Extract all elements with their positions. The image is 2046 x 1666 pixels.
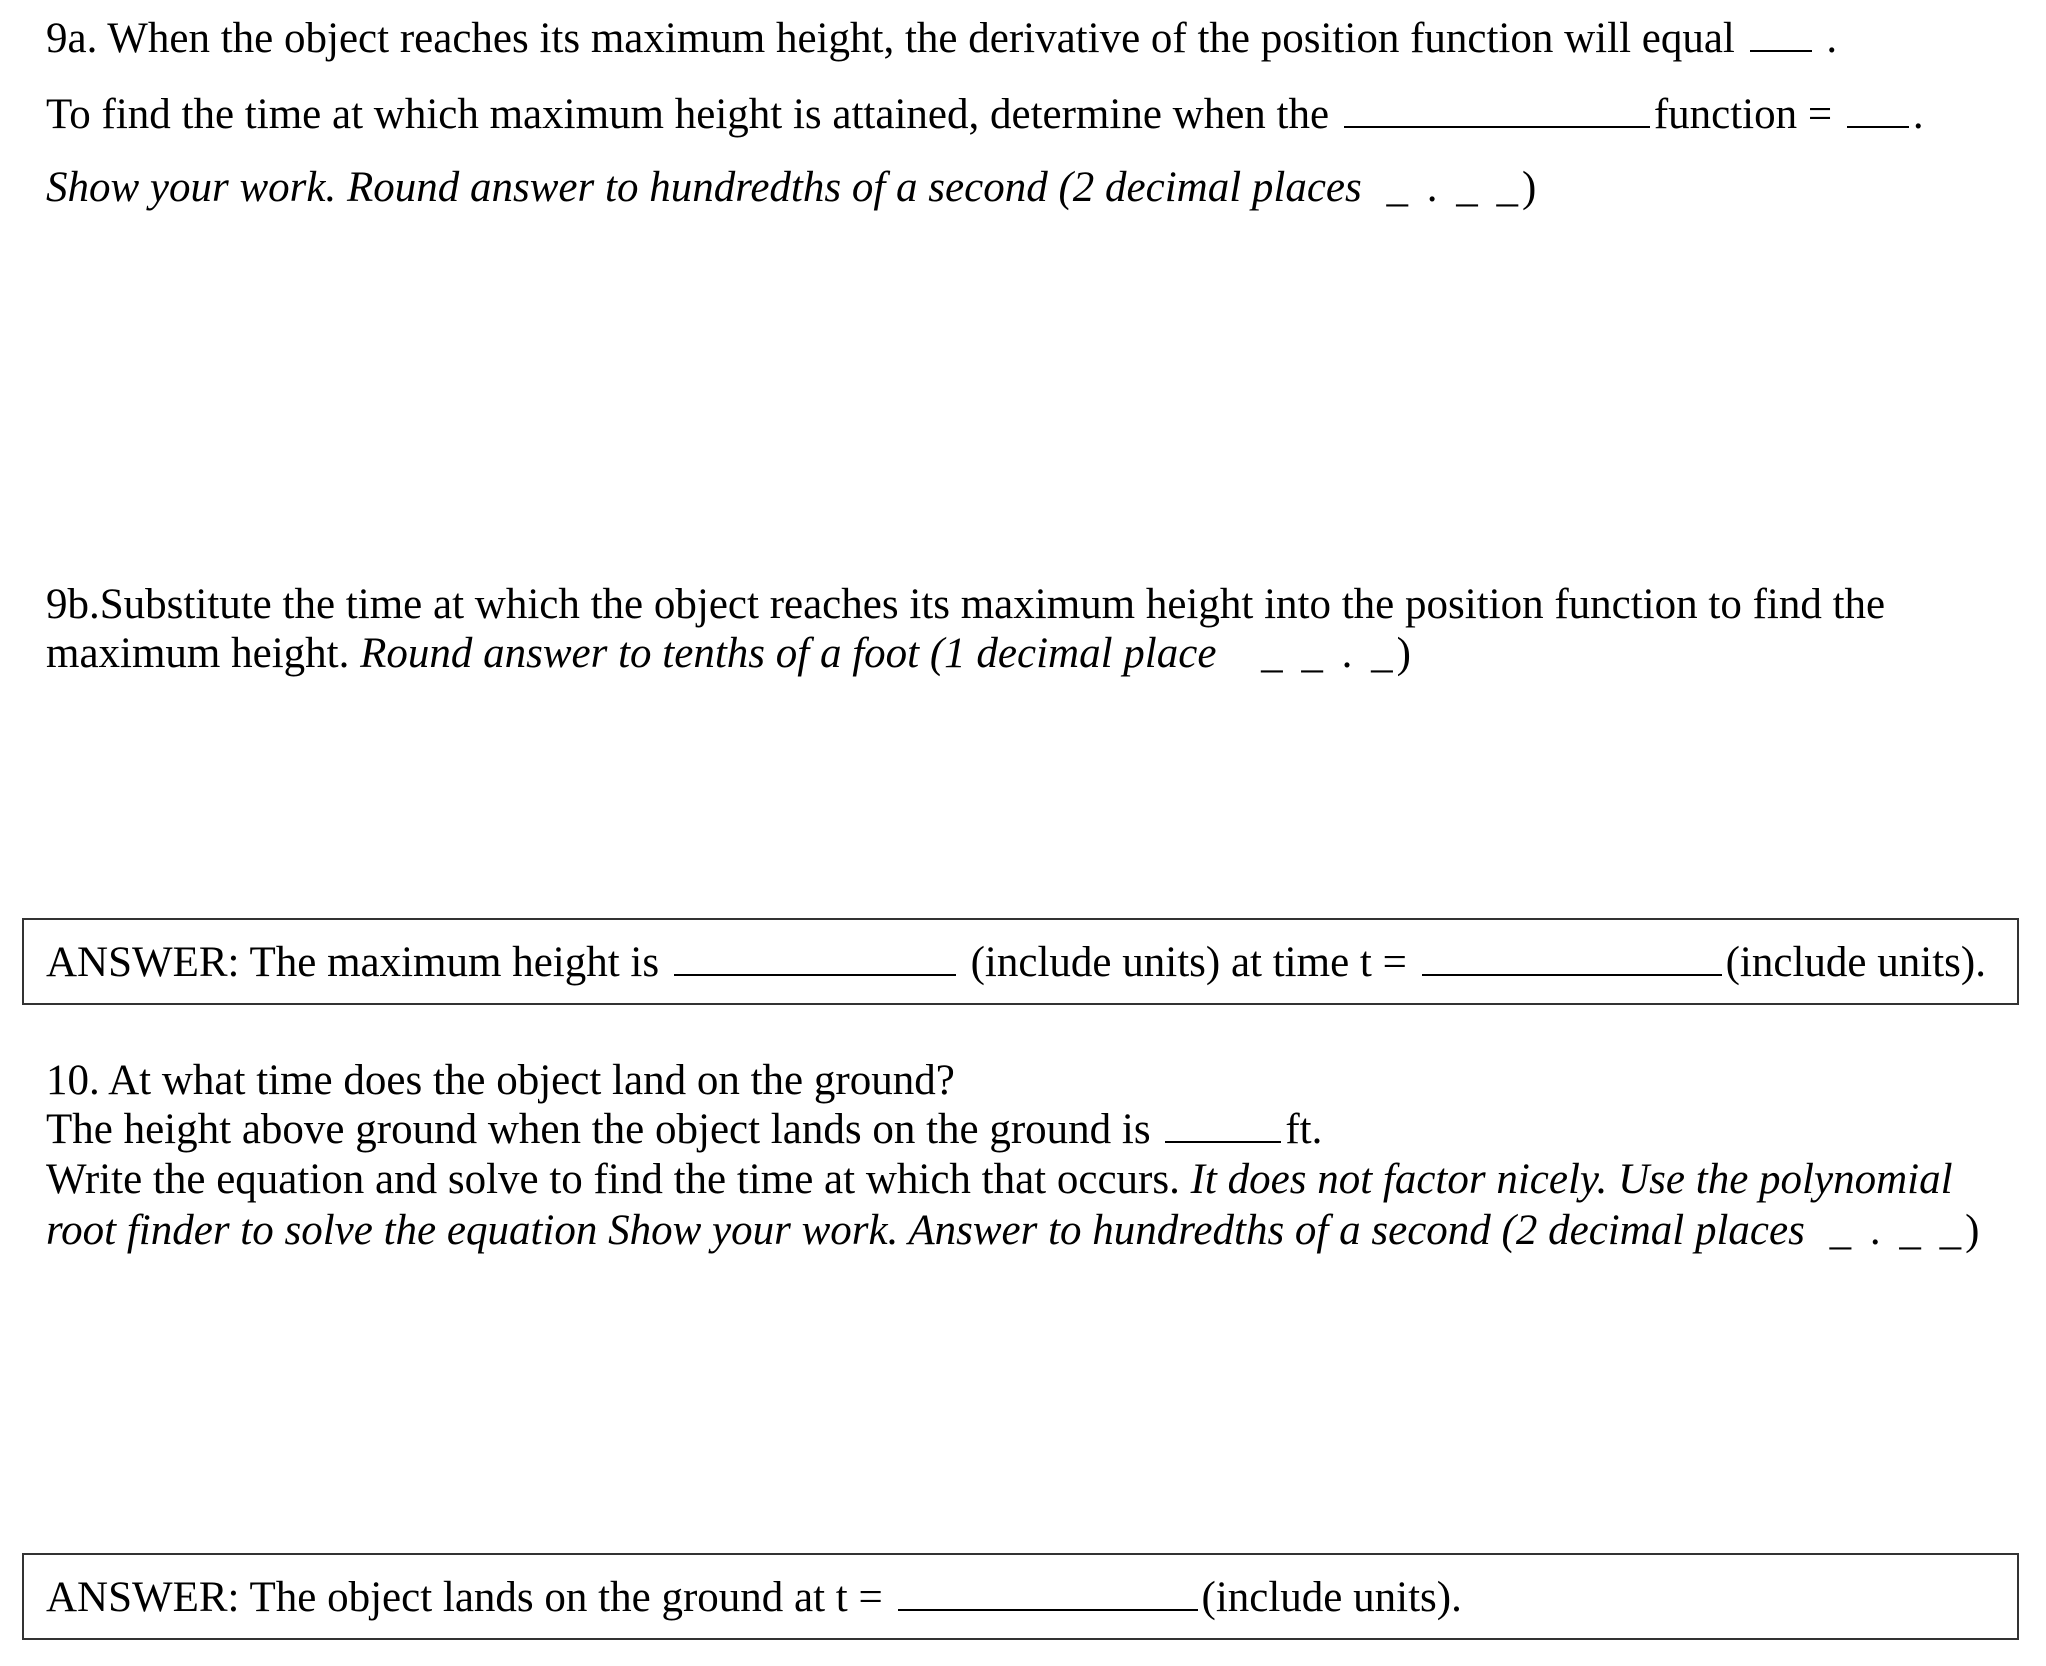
q9a-line-1-period: . bbox=[1826, 15, 1838, 62]
q9a-function-value-blank[interactable] bbox=[1847, 90, 1909, 128]
q10-decimal-format: _ . _ _) bbox=[1829, 1207, 1984, 1254]
answer-max-height-line bbox=[46, 938, 1986, 988]
q10-work-area[interactable] bbox=[46, 1270, 1996, 1540]
q9a-prompt-text: 9a. When the object reaches its maximum height, the derivative of the position function will equal bbox=[46, 15, 1735, 62]
answer-landing-line bbox=[46, 1573, 1462, 1623]
q10-polynomial-hint: It does not factor nicely. Use the polynomial bbox=[1190, 1156, 1953, 1203]
q9a-function-equals-label: function = bbox=[1653, 91, 1833, 138]
q9b-rounding-instruction: Round answer to tenths of a foot (1 decimal place bbox=[360, 630, 1217, 677]
q10-line-3 bbox=[46, 1155, 1953, 1205]
answer-landing-time-blank[interactable] bbox=[898, 1573, 1198, 1611]
q9a-derivative-blank[interactable] bbox=[1750, 14, 1812, 52]
q9b-max-height-text: maximum height. bbox=[46, 630, 350, 677]
q10-ground-height-blank[interactable] bbox=[1165, 1105, 1281, 1143]
q10-ft-label: ft. bbox=[1285, 1106, 1323, 1153]
answer-box-max-height bbox=[22, 918, 2019, 1005]
q9b-work-area[interactable] bbox=[46, 690, 1996, 910]
q10-line-1 bbox=[46, 1056, 955, 1106]
q10-ground-height-text: The height above ground when the object lands on the ground is bbox=[46, 1106, 1151, 1153]
answer-landing-label: ANSWER: The object lands on the ground at t = bbox=[46, 1574, 883, 1621]
q9a-line-2-text: To find the time at which maximum height is attained, determine when the bbox=[46, 91, 1330, 138]
answer-landing-units-label: (include units). bbox=[1201, 1574, 1462, 1621]
q9b-decimal-format: _ _ . _) bbox=[1261, 630, 1415, 677]
answer-box-landing-time bbox=[22, 1553, 2019, 1640]
q9b-line-2 bbox=[46, 629, 1415, 679]
q9a-rounding-instruction: Show your work. Round answer to hundredths of a second (2 decimal places bbox=[46, 164, 1362, 211]
answer-max-height-units-label: (include units) at time t = bbox=[970, 939, 1407, 986]
q9a-work-area[interactable] bbox=[46, 230, 1996, 570]
q9b-prompt-text: 9b.Substitute the time at which the object reaches its maximum height into the position function to find the bbox=[46, 581, 1886, 628]
q10-rounding-instruction: root finder to solve the equation Show your work. Answer to hundredths of a second (2 decimal places bbox=[46, 1207, 1805, 1254]
q9a-decimal-format: _ . _ _) bbox=[1386, 164, 1541, 211]
q9a-line-3 bbox=[46, 163, 1540, 213]
answer-max-height-label: ANSWER: The maximum height is bbox=[46, 939, 660, 986]
q10-prompt-text: 10. At what time does the object land on the ground? bbox=[46, 1057, 955, 1104]
q9a-function-name-blank[interactable] bbox=[1344, 90, 1650, 128]
q10-equation-instruction: Write the equation and solve to find the time at which that occurs. bbox=[46, 1156, 1180, 1203]
q9b-line-1 bbox=[46, 580, 1885, 630]
q9a-line-2-period: . bbox=[1912, 91, 1924, 138]
answer-max-height-blank[interactable] bbox=[674, 938, 956, 976]
q10-line-2 bbox=[46, 1105, 1322, 1155]
q10-line-4 bbox=[46, 1206, 1983, 1256]
answer-max-time-units-label: (include units). bbox=[1725, 939, 1986, 986]
q9a-line-2 bbox=[46, 90, 1924, 140]
q9a-line-1 bbox=[46, 14, 1837, 64]
answer-max-time-blank[interactable] bbox=[1422, 938, 1722, 976]
